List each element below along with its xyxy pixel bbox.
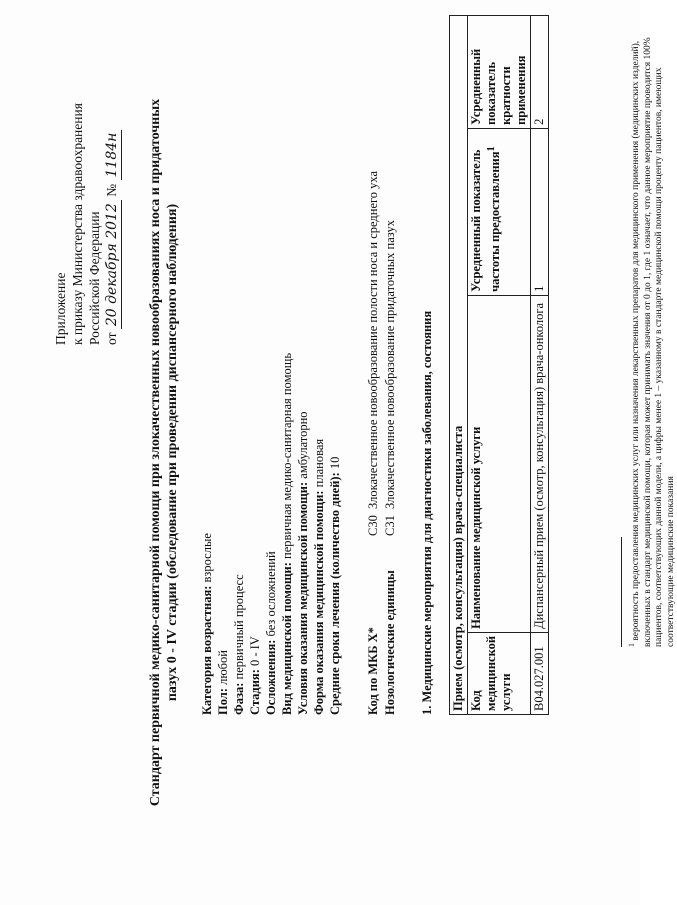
services-table	[449, 15, 549, 715]
footnote	[626, 7, 677, 647]
footnote-mark: 1	[627, 643, 636, 647]
appendix-block	[52, 103, 122, 345]
param-treatment-days: Средние сроки лечения (количество дней): 10	[328, 456, 342, 715]
appendix-date-line	[103, 103, 122, 345]
footnote-text: вероятность предоставления медицинских услуг или назначения лекарственных препаратов для медицинского применения (медицинских изделий), включенных в стандарт медицинской помощи, которая может принимать значения от 0 до 1, где 1 означает, что данное мероприятие проводится 100% пациентов, соответствующих данной модели, а цифры менее 1 – указанному в стандарте медицинской помощи проценту пациентов, имеющих соответствующие медицинские показания	[631, 37, 676, 647]
table-header-row	[468, 16, 531, 715]
icd-code-c31: C31	[383, 515, 397, 536]
icd-name-c30: Злокачественное новообразование полости носа и среднего уха	[366, 170, 380, 509]
table-subheader: Прием (осмотр, консультация) врача-специалиста	[450, 16, 468, 715]
handwritten-order-number: 1184н	[104, 130, 122, 181]
header-code: Код медицинской услуги	[468, 632, 531, 714]
param-care-conditions: Условия оказания медицинской помощи: амбулаторно	[296, 411, 310, 715]
param-age: Категория возрастная: взрослые	[200, 533, 214, 715]
appendix-line-2: к приказу Министерства здравоохранения	[70, 103, 85, 345]
table-row	[531, 16, 549, 715]
cell-multiplicity: 2	[531, 16, 549, 129]
header-name: Наименование медицинской услуги	[468, 295, 531, 632]
number-sign: №	[104, 183, 119, 197]
section-title: 1. Медицинские мероприятия для диагностики заболевания, состояния	[420, 310, 434, 715]
standard-title-line-1: Стандарт первичной медико-санитарной помощи при злокачественных новообразованиях носа и придаточных	[148, 98, 163, 807]
cell-service-code: B04.027.001	[531, 632, 549, 714]
param-care-type: Вид медицинской помощи: первичная медико-санитарная помощь	[280, 352, 294, 715]
appendix-line-3: Российской Федерации	[87, 211, 102, 345]
icd-name-c31: Злокачественное новообразование придаточных пазух	[383, 220, 397, 509]
header-multiplicity: Усредненный показатель кратности применения	[468, 16, 531, 129]
footnote-separator	[621, 537, 622, 647]
header-frequency: Усредненный показатель частоты предоставления$^1$	[468, 128, 531, 295]
appendix-from-prefix: от	[104, 332, 119, 345]
param-stage: Стадия: 0 - IV	[248, 636, 262, 715]
icd-label: Код по МКБ X*	[366, 627, 380, 715]
footnote-ref: 1	[486, 146, 497, 152]
appendix-line-1: Приложение	[53, 272, 68, 345]
param-complications: Осложнения: без осложнений	[264, 551, 278, 715]
standard-title-line-2: пазух 0 - IV стадии (обследование при проведении диспансерного наблюдения)	[165, 203, 180, 702]
icd-code-c30: C30	[366, 515, 380, 536]
nosology-label: Нозологические единицы	[383, 570, 397, 715]
cell-service-name: Диспансерный прием (осмотр, консультация) врача-онколога	[531, 295, 549, 632]
param-phase: Фаза: первичный процесс	[232, 574, 246, 715]
handwritten-date: 20 декабря 2012	[104, 200, 122, 329]
param-sex: Пол: любой	[216, 650, 230, 715]
cell-frequency: 1	[531, 128, 549, 295]
param-care-form: Форма оказания медицинской помощи: плановая	[312, 438, 326, 715]
